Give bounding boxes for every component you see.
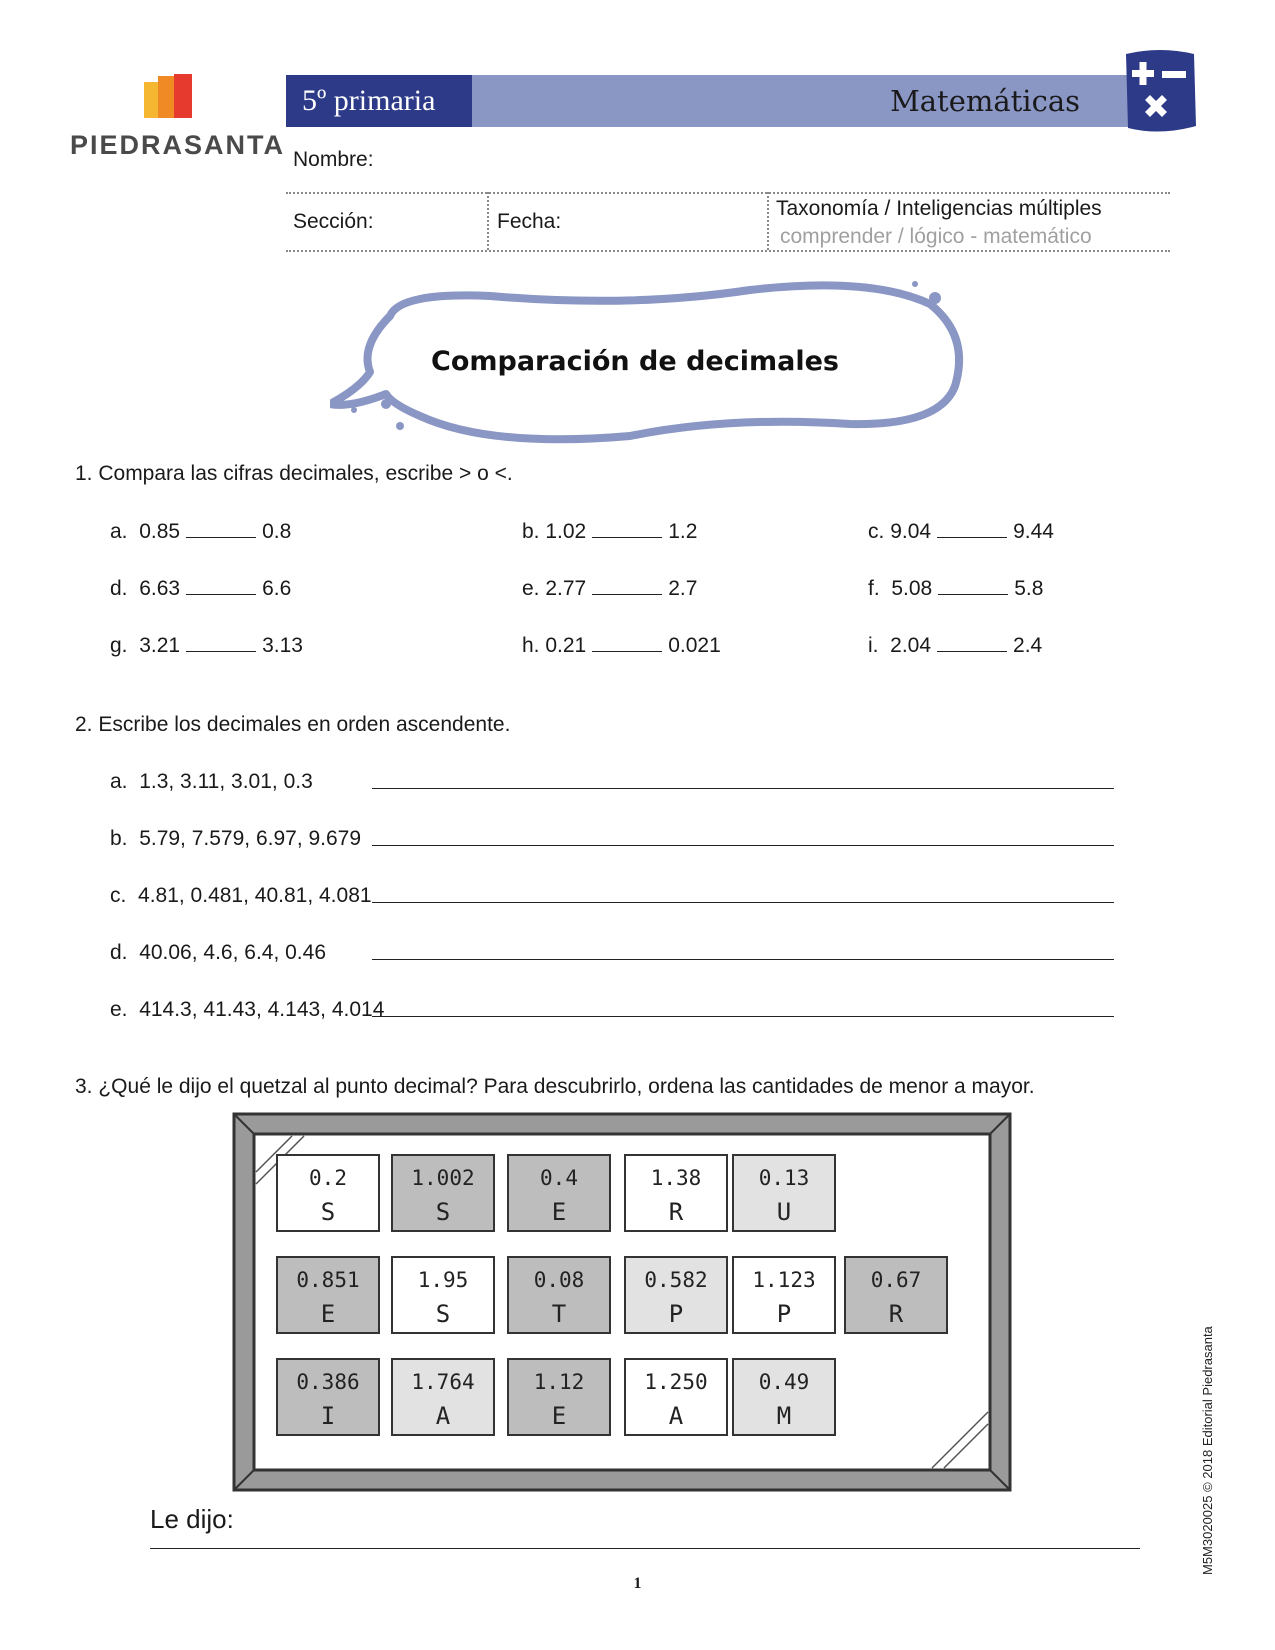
- left-value: 2.04: [890, 634, 932, 657]
- item-label: f.: [868, 577, 880, 600]
- answer-blank[interactable]: [592, 637, 662, 652]
- list-item: [110, 884, 372, 908]
- card-number: 0.582: [644, 1268, 708, 1292]
- card-letter: M: [776, 1402, 792, 1430]
- number-card: [391, 1256, 495, 1334]
- right-value: 0.021: [668, 634, 721, 657]
- answer-line[interactable]: [372, 845, 1114, 846]
- list-item: [110, 827, 361, 851]
- comparison-item: [522, 520, 697, 544]
- answer-line[interactable]: [372, 788, 1114, 789]
- taxonomy-sublabel: comprender / lógico - matemático: [780, 225, 1092, 248]
- number-card: [391, 1358, 495, 1436]
- brand-name: PIEDRASANTA: [70, 130, 286, 160]
- answer-blank[interactable]: [937, 523, 1007, 538]
- question-3-prompt: 3. ¿Qué le dijo el quetzal al punto decimal? Para descubrirlo, ordena las cantidades de menor a mayor.: [75, 1075, 1035, 1098]
- comparison-item: [868, 634, 1042, 658]
- card-number: 0.67: [870, 1268, 922, 1292]
- item-label: a.: [110, 520, 128, 543]
- left-value: 0.21: [545, 634, 587, 657]
- answer-blank[interactable]: [186, 637, 256, 652]
- card-number: 0.4: [540, 1166, 578, 1190]
- item-label: d.: [110, 941, 128, 964]
- card-letter: S: [435, 1198, 451, 1226]
- number-card: [624, 1358, 728, 1436]
- number-card: [732, 1358, 836, 1436]
- subject-label: Matemáticas: [890, 84, 1080, 118]
- number-card: [507, 1256, 611, 1334]
- left-value: 5.08: [891, 577, 933, 600]
- answer-blank[interactable]: [186, 523, 256, 538]
- number-card: [507, 1358, 611, 1436]
- number-card: [276, 1358, 380, 1436]
- answer-line[interactable]: [372, 902, 1114, 903]
- section-field-label: Sección:: [293, 210, 374, 233]
- number-card: [624, 1256, 728, 1334]
- question-2-prompt: 2. Escribe los decimales en orden ascendente.: [75, 713, 511, 736]
- card-number: 0.851: [296, 1268, 360, 1292]
- item-label: g.: [110, 634, 128, 657]
- comparison-item: [868, 577, 1043, 601]
- item-label: e.: [522, 577, 540, 600]
- card-number: 1.123: [752, 1268, 816, 1292]
- card-number: 0.08: [533, 1268, 585, 1292]
- list-item: [110, 998, 384, 1022]
- right-value: 1.2: [668, 520, 698, 543]
- number-list: 414.3, 41.43, 4.143, 4.014: [139, 998, 385, 1021]
- card-number: 1.12: [533, 1370, 585, 1394]
- page-title: Comparación de decimales: [431, 346, 839, 377]
- card-number: 0.49: [758, 1370, 810, 1394]
- right-value: 2.7: [668, 577, 698, 600]
- card-number: 0.2: [309, 1166, 347, 1190]
- number-card: [844, 1256, 948, 1334]
- answer-blank[interactable]: [937, 637, 1007, 652]
- comparison-item: [868, 520, 1054, 544]
- bulletin-board: [232, 1112, 1012, 1492]
- name-field-label: Nombre:: [293, 148, 374, 171]
- left-value: 1.02: [545, 520, 587, 543]
- number-card: [276, 1154, 380, 1232]
- comparison-item: [522, 577, 697, 601]
- card-letter: U: [776, 1198, 792, 1226]
- number-card: [624, 1154, 728, 1232]
- card-number: 1.95: [417, 1268, 469, 1292]
- date-field-label: Fecha:: [497, 210, 562, 233]
- right-value: 3.13: [262, 634, 303, 657]
- item-label: h.: [522, 634, 540, 657]
- page-number: 1: [633, 1575, 642, 1592]
- divider: [286, 250, 1170, 252]
- divider: [767, 192, 769, 250]
- comparison-item: [110, 577, 291, 601]
- number-card: [732, 1256, 836, 1334]
- number-card: [732, 1154, 836, 1232]
- item-label: d.: [110, 577, 128, 600]
- card-letter: S: [435, 1300, 451, 1328]
- card-letter: A: [668, 1402, 684, 1430]
- card-letter: I: [320, 1402, 336, 1430]
- comparison-item: [110, 634, 303, 658]
- card-letter: E: [320, 1300, 336, 1328]
- number-list: 40.06, 4.6, 6.4, 0.46: [139, 941, 327, 964]
- card-letter: R: [888, 1300, 904, 1328]
- piedrasanta-logo-icon: [142, 72, 202, 120]
- answer-line[interactable]: [150, 1548, 1140, 1549]
- number-list: 1.3, 3.11, 3.01, 0.3: [139, 770, 313, 793]
- number-list: 4.81, 0.481, 40.81, 4.081: [138, 884, 372, 907]
- item-label: i.: [868, 634, 879, 657]
- left-value: 6.63: [139, 577, 181, 600]
- answer-blank[interactable]: [186, 580, 256, 595]
- answer-blank[interactable]: [592, 523, 662, 538]
- card-number: 1.38: [650, 1166, 702, 1190]
- item-label: b.: [522, 520, 540, 543]
- number-list: 5.79, 7.579, 6.97, 9.679: [139, 827, 362, 850]
- plus-minus-times-icon: [1120, 48, 1200, 136]
- card-number: 0.13: [758, 1166, 810, 1190]
- divider: [487, 192, 489, 250]
- card-letter: R: [668, 1198, 684, 1226]
- card-letter: P: [776, 1300, 792, 1328]
- answer-blank[interactable]: [592, 580, 662, 595]
- card-letter: P: [668, 1300, 684, 1328]
- card-letter: T: [551, 1300, 567, 1328]
- number-card: [391, 1154, 495, 1232]
- copyright-code: M5M3020025 © 2018 Editorial Piedrasanta: [1200, 1326, 1215, 1575]
- card-number: 0.386: [296, 1370, 360, 1394]
- answer-blank[interactable]: [938, 580, 1008, 595]
- card-number: 1.250: [644, 1370, 708, 1394]
- card-number: 1.764: [411, 1370, 475, 1394]
- card-letter: S: [320, 1198, 336, 1226]
- comparison-item: [110, 520, 291, 544]
- answer-line[interactable]: [372, 959, 1114, 960]
- question-1-prompt: 1. Compara las cifras decimales, escribe > o <.: [75, 462, 513, 485]
- left-value: 3.21: [139, 634, 181, 657]
- number-card: [507, 1154, 611, 1232]
- comparison-item: [522, 634, 721, 658]
- item-label: c.: [110, 884, 127, 907]
- left-value: 2.77: [545, 577, 587, 600]
- taxonomy-label: Taxonomía / Inteligencias múltiples: [776, 197, 1102, 220]
- number-card: [276, 1256, 380, 1334]
- right-value: 9.44: [1013, 520, 1054, 543]
- card-number: 1.002: [411, 1166, 475, 1190]
- right-value: 2.4: [1013, 634, 1043, 657]
- left-value: 0.85: [139, 520, 181, 543]
- card-letter: E: [551, 1198, 567, 1226]
- grade-label: 5º primaria: [286, 75, 472, 127]
- answer-line[interactable]: [372, 1016, 1114, 1017]
- list-item: [110, 941, 326, 965]
- card-letter: E: [551, 1402, 567, 1430]
- answer-label: Le dijo:: [150, 1504, 234, 1534]
- divider: [286, 192, 1170, 194]
- right-value: 5.8: [1014, 577, 1044, 600]
- card-letter: A: [435, 1402, 451, 1430]
- list-item: [110, 770, 313, 794]
- item-label: b.: [110, 827, 128, 850]
- left-value: 9.04: [890, 520, 932, 543]
- right-value: 0.8: [262, 520, 292, 543]
- item-label: e.: [110, 998, 128, 1021]
- item-label: c.: [868, 520, 885, 543]
- right-value: 6.6: [262, 577, 292, 600]
- item-label: a.: [110, 770, 128, 793]
